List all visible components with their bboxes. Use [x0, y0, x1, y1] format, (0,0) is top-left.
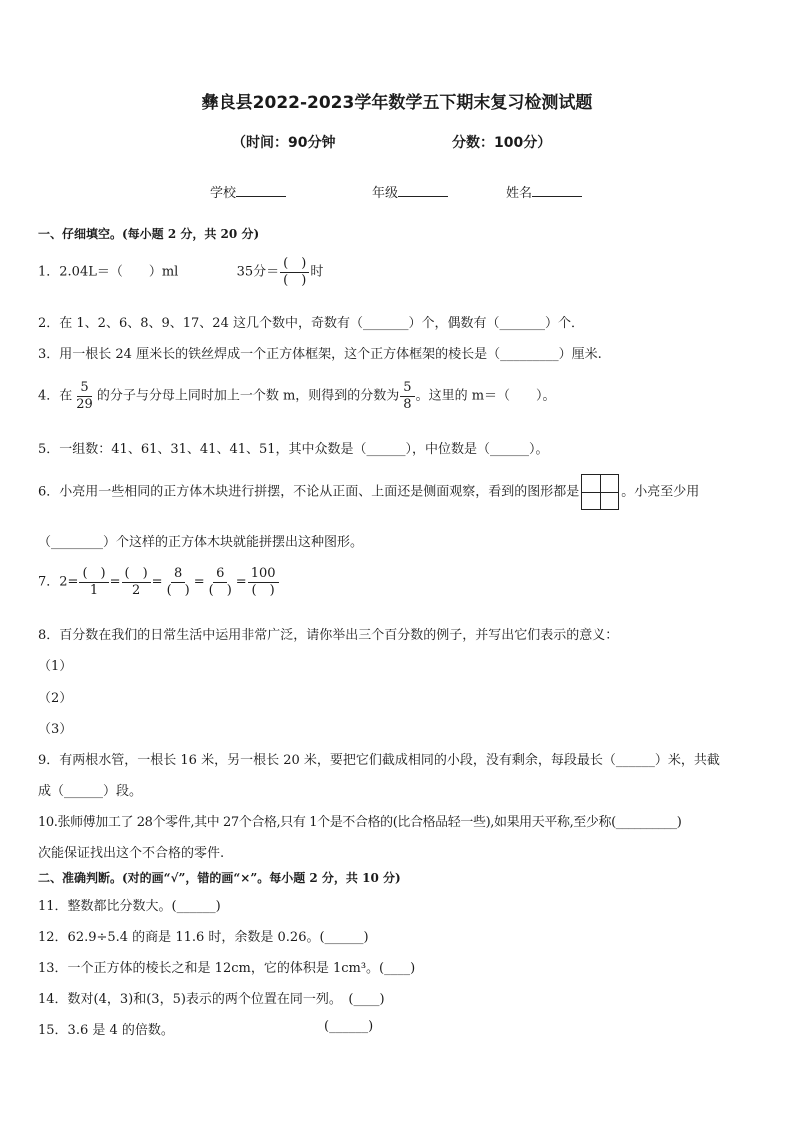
- school-blank[interactable]: [236, 183, 286, 197]
- q7-f4-num: 6: [213, 566, 227, 583]
- q1-fraction: [280, 256, 309, 288]
- q6-part-a: 6．小亮用一些相同的正方体木块进行拼摆，不论从正面、上面还是侧面观察，看到的图形都是: [38, 484, 580, 500]
- q1-part-c: 时: [310, 264, 324, 280]
- question-10: 10.张师傅加工了 28个零件,其中 27个合格,只有 1个是不合格的(比合格品轻一些),如果用天平称,至少称(__________): [38, 815, 682, 830]
- q7-f5-den: ( ): [251, 582, 275, 598]
- q1-part-b: 35分＝: [236, 264, 280, 280]
- square-grid-figure: [581, 474, 619, 510]
- grade-field: [372, 182, 448, 201]
- q7-fraction-1: [79, 566, 108, 598]
- exam-time: （时间：90分钟: [232, 135, 336, 151]
- q7-fraction-3: [164, 566, 193, 598]
- question-4: [38, 380, 556, 412]
- grade-blank[interactable]: [398, 183, 448, 197]
- question-14: 14．数对(4，3)和(3，5)表示的两个位置在同一列。 (____): [38, 992, 385, 1007]
- q1-part-a: 1．2.04L＝（ ）ml: [38, 264, 179, 280]
- q7-eq-2: =: [151, 574, 163, 590]
- q7-f2-num: ( ): [122, 566, 151, 583]
- q7-f5-num: 100: [248, 566, 279, 583]
- question-3: 3．用一根长 24 厘米长的铁丝焊成一个正方体框架，这个正方体框架的棱长是（_________）厘米.: [38, 347, 602, 362]
- q4-frac1-num: 5: [77, 380, 91, 397]
- q7-f1-den: 1: [89, 582, 99, 598]
- q7-f3-den: ( ): [166, 582, 190, 598]
- section1-heading: 一、仔细填空。(每小题 2 分，共 20 分): [38, 227, 260, 241]
- q8-sub-3: （3）: [38, 722, 73, 737]
- question-13: 13．一个正方体的棱长之和是 12cm，它的体积是 1cm³。(____): [38, 961, 416, 976]
- question-11: 11．整数都比分数大。(______): [38, 899, 221, 914]
- q8-sub-2: （2）: [38, 691, 73, 706]
- q7-fraction-4: [206, 566, 235, 598]
- question-10-cont: 次能保证找出这个不合格的零件.: [38, 846, 225, 861]
- q1-frac-den: ( ): [283, 272, 307, 288]
- question-8: 8．百分数在我们的日常生活中运用非常广泛，请你举出三个百分数的例子，并写出它们表示的意义：: [38, 628, 619, 643]
- q4-part-b: 的分子与分母上同时加上一个数 m，则得到的分数为: [96, 388, 400, 404]
- q7-f4-den: ( ): [208, 582, 232, 598]
- q7-f1-num: ( ): [79, 566, 108, 583]
- q7-fraction-2: [122, 566, 151, 598]
- question-5: 5．一组数：41、61、31、41、41、51，其中众数是（______），中位数是（______）。: [38, 442, 549, 457]
- section2-heading: 二、准确判断。(对的画“√”，错的画“×”。每小题 2 分，共 10 分): [38, 871, 401, 885]
- q4-part-c: 。这里的 m＝（ ）。: [415, 388, 556, 404]
- q4-fraction-2: [400, 380, 414, 412]
- grade-label: 年级: [372, 186, 399, 201]
- page-title: 彝良县2022-2023学年数学五下期末复习检测试题: [201, 93, 593, 113]
- q4-part-a: 4．在: [38, 388, 73, 404]
- name-field: [506, 182, 582, 201]
- exam-score: 分数：100分）: [452, 135, 552, 151]
- question-1: [38, 256, 323, 288]
- question-7: [38, 566, 280, 598]
- q8-sub-1: （1）: [38, 659, 73, 674]
- question-15-blank: (______): [324, 1019, 374, 1034]
- name-blank[interactable]: [532, 183, 582, 197]
- q4-fraction-1: [73, 380, 96, 412]
- q7-eq-1: =: [109, 574, 121, 590]
- school-label: 学校: [210, 186, 237, 201]
- question-6: [38, 474, 699, 510]
- q7-part-a: 7．2=: [38, 574, 79, 590]
- q7-fraction-5: [248, 566, 279, 598]
- q7-eq-3: =: [193, 574, 205, 590]
- q4-frac2-den: 8: [403, 396, 412, 412]
- name-label: 姓名: [506, 186, 533, 201]
- q4-frac2-num: 5: [400, 380, 414, 397]
- q4-frac1-den: 29: [76, 396, 93, 412]
- question-12: 12．62.9÷5.4 的商是 11.6 时，余数是 0.26。(______): [38, 930, 369, 945]
- school-field: [210, 182, 286, 201]
- question-2: 2．在 1、2、6、8、9、17、24 这几个数中，奇数有（_______）个，偶数有（_______）个．: [38, 316, 584, 331]
- question-15: 15．3.6 是 4 的倍数。: [38, 1023, 174, 1038]
- q6-part-b: 。小亮至少用: [621, 484, 700, 500]
- q7-eq-4: =: [235, 574, 247, 590]
- q7-f3-num: 8: [171, 566, 185, 583]
- question-9-cont: 成（______）段。: [38, 784, 143, 799]
- question-6-cont: （________）个这样的正方体木块就能拼摆出这种图形。: [38, 535, 364, 550]
- q1-frac-num: ( ): [280, 256, 309, 273]
- question-9: 9．有两根水管，一根长 16 米，另一根长 20 米，要把它们截成相同的小段，没有剩余，每段最长（______）米，共截: [38, 753, 720, 768]
- q7-f2-den: 2: [131, 582, 141, 598]
